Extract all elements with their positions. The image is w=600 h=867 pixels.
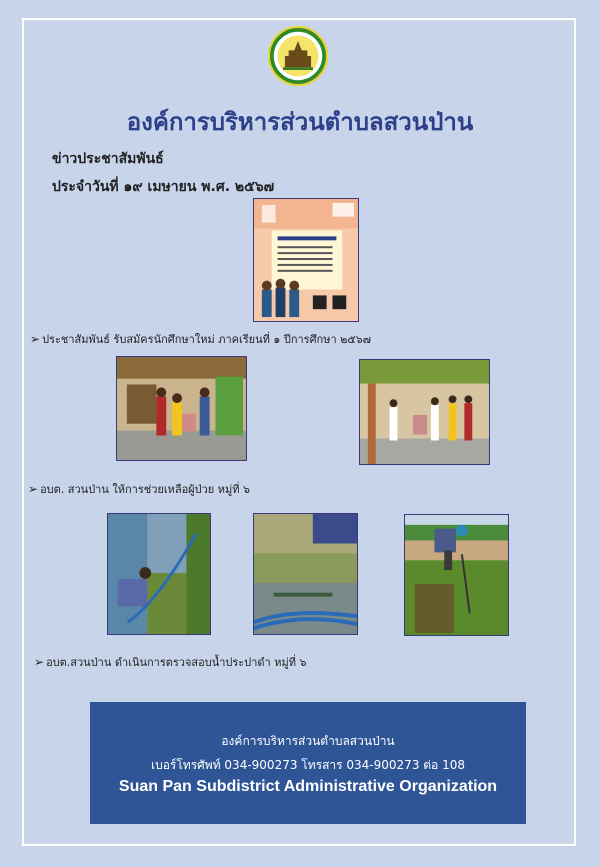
caption-enrollment [30, 330, 371, 348]
caption-water-inspection [34, 653, 306, 671]
patient-visit-photo-1 [116, 356, 247, 461]
water-inspection-photo-3 [404, 514, 509, 636]
caption-text: อบต. สวนป่าน ให้การช่วยเหลือผู้ป่วย หมู่ที่ ๖ [40, 483, 250, 496]
caption-patient-visit [28, 480, 250, 498]
footer-contact-numbers: เบอร์โทรศัพท์ 034-900273 โทรสาร 034-900273 ต่อ 108 [151, 758, 465, 772]
caption-text: อบต.สวนป่าน ดำเนินการตรวจสอบน้ำประปาดำ หมู่ที่ ๖ [46, 656, 307, 669]
footer-org-english: Suan Pan Subdistrict Administrative Organization [118, 778, 498, 795]
water-inspection-photo-1 [107, 513, 211, 635]
patient-visit-photo-2 [359, 359, 490, 465]
arrow-bullet-icon: ➢ [34, 655, 45, 669]
caption-text: ประชาสัมพันธ์ รับสมัครนักศึกษาใหม่ ภาคเรียนที่ ๑ ปีการศึกษา ๒๕๖๗ [42, 333, 371, 346]
footer-org-thai: องค์การบริหารส่วนตำบลสวนป่าน [221, 734, 395, 748]
enrollment-poster-image [253, 198, 359, 322]
footer-contact-box [90, 702, 526, 824]
page-title: องค์การบริหารส่วนตำบลสวนป่าน [126, 108, 474, 136]
arrow-bullet-icon: ➢ [28, 482, 39, 496]
date-line: ประจำวันที่ ๑๙ เมษายน พ.ศ. ๒๕๖๗ [52, 179, 275, 195]
arrow-bullet-icon: ➢ [30, 332, 41, 346]
news-label: ข่าวประชาสัมพันธ์ [52, 151, 164, 167]
water-inspection-photo-2 [253, 513, 358, 635]
organization-logo [268, 26, 328, 86]
